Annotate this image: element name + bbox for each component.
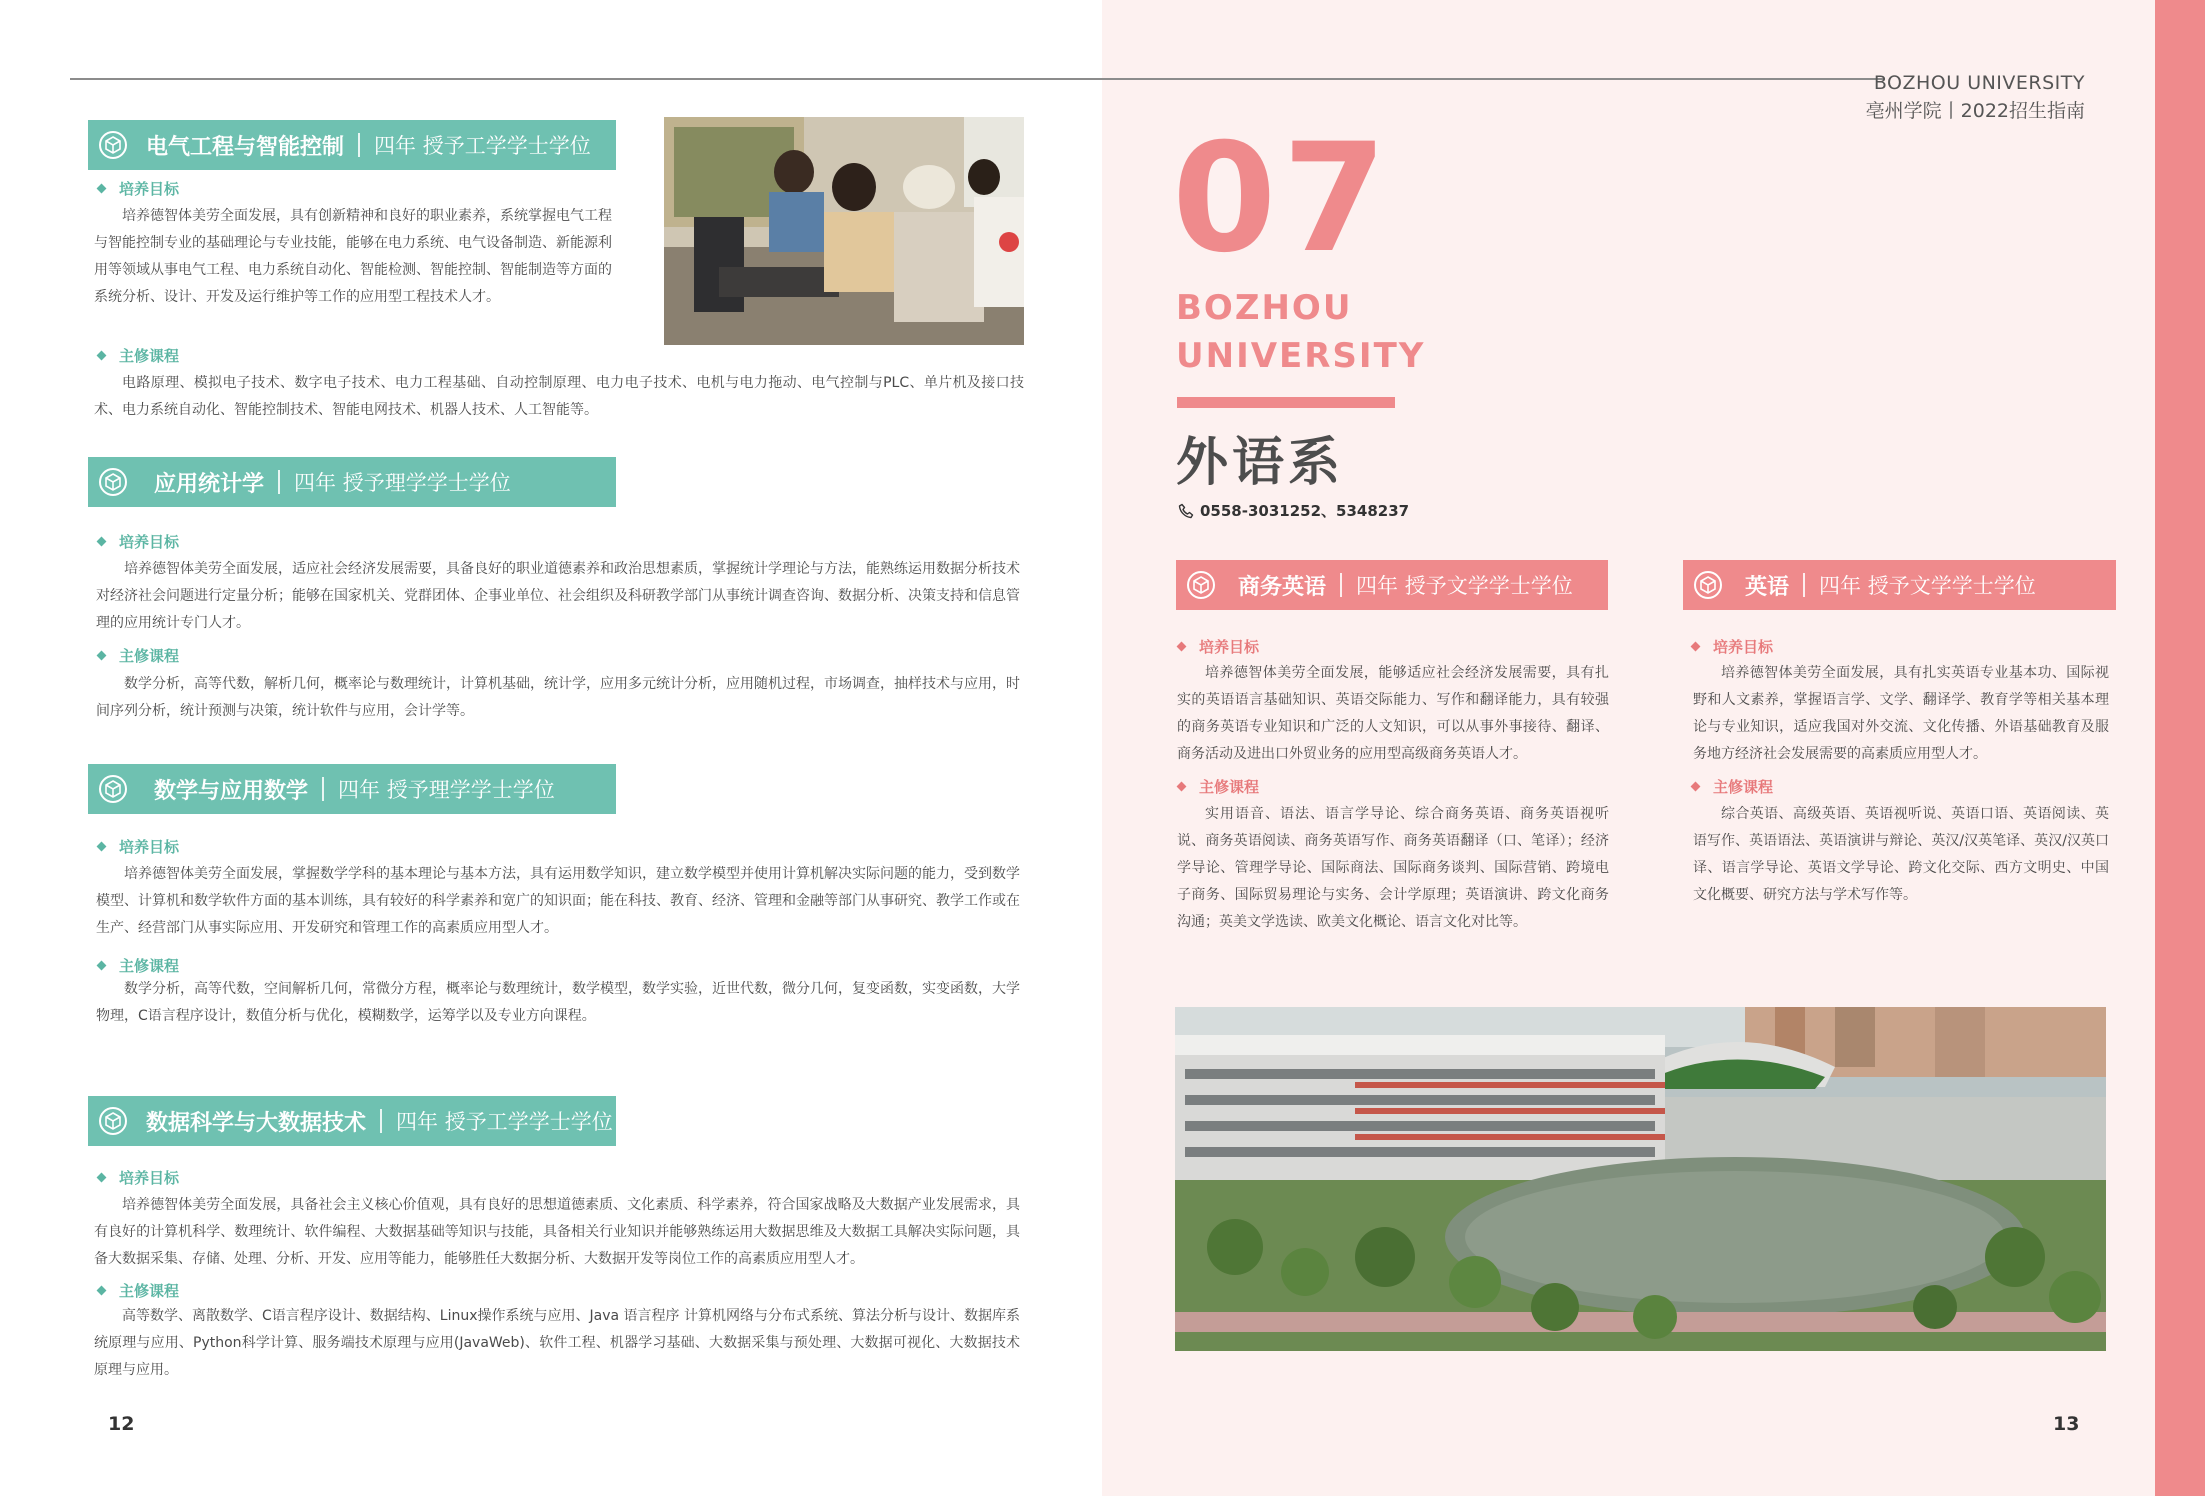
section-name: 数据科学与大数据技术: [146, 1110, 367, 1136]
campus-aerial-photo: [1175, 1007, 2106, 1351]
section-degree: 四年 授予理学学士学位: [338, 778, 555, 802]
goal-text: 培养德智体美劳全面发展，具有扎实英语专业基本功、国际视野和人文素养，掌握语言学、文学、翻译学、教育学等相关基本理论与专业知识，适应我国对外交流、文化传播、外语基础教育及服务地方经济社会发展需要的高素质应用型人才。: [1693, 665, 2109, 762]
course-text: 综合英语、高级英语、英语视听说、英语口语、英语阅读、英语写作、英语语法、英语演讲与辩论、英汉/汉英笔译、英汉/汉英口译、语言学导论、英语文学导论、跨文化交际、西方文明史、中国文化概要、研究方法与学术写作等。: [1693, 806, 2109, 903]
cube-icon: [98, 1106, 128, 1136]
title-underline: [1177, 397, 1395, 408]
goal-label: 培养目标: [98, 1167, 179, 1188]
section-bar-math: [88, 764, 616, 814]
cube-icon: [98, 130, 128, 160]
course-text: 高等数学、离散数学、C语言程序设计、数据结构、Linux操作系统与应用、Java 语言程序 计算机网络与分布式系统、算法分析与设计、数据库系统原理与应用、Python科学计算、服务端技术原理与应用(JavaWeb)、软件工程、机器学习基础、大数据采集与预处理、大数据可视化、大数据技术原理与应用。: [94, 1308, 1020, 1378]
diamond-icon: [97, 1173, 107, 1183]
cube-icon: [1693, 570, 1723, 600]
course-text: 数学分析，高等代数，解析几何，概率论与数理统计，计算机基础，统计学，应用多元统计分析，应用随机过程，市场调查，抽样技术与应用，时间序列分析，统计预测与决策，统计软件与应用，会计学等。: [96, 676, 1020, 719]
course-label: 主修课程: [98, 645, 179, 666]
header-university-en: BOZHOU UNIVERSITY: [1873, 72, 2085, 94]
divider: [278, 470, 280, 494]
right-edge-stripe: [2155, 0, 2205, 1496]
section-bar-bigdata: [88, 1096, 616, 1146]
section-bar-business-english: [1176, 560, 1608, 610]
section-name: 数学与应用数学: [154, 778, 309, 804]
course-label: 主修课程: [98, 345, 179, 366]
dept-en-line1: BOZHOU: [1176, 288, 1353, 328]
section-degree: 四年 授予工学学士学位: [396, 1110, 613, 1134]
cube-icon: [98, 774, 128, 804]
section-bar-english: [1683, 560, 2116, 610]
divider: [380, 1109, 382, 1133]
section-name: 应用统计学: [154, 471, 265, 497]
section-degree: 四年 授予工学学士学位: [374, 134, 591, 158]
page-number-left: 12: [108, 1413, 135, 1435]
dept-en-line2: UNIVERSITY: [1176, 336, 1426, 376]
header-subtitle: 亳州学院丨2022招生指南: [1865, 100, 2085, 122]
page-number-right: 13: [2053, 1413, 2080, 1435]
goal-label: 培养目标: [98, 178, 179, 199]
course-text: 电路原理、模拟电子技术、数字电子技术、电力工程基础、自动控制原理、电力电子技术、电机与电力拖动、电气控制与PLC、单片机及接口技术、电力系统自动化、智能控制技术、智能电网技术、机器人技术、人工智能等。: [94, 375, 1024, 418]
top-rule: [70, 78, 1885, 80]
section-name: 英语: [1745, 574, 1790, 600]
students-lab-photo: [664, 117, 1024, 345]
goal-label: 培养目标: [98, 836, 179, 857]
goal-text: 培养德智体美劳全面发展，能够适应社会经济发展需要，具有扎实的英语语言基础知识、英语交际能力、写作和翻译能力，具有较强的商务英语专业知识和广泛的人文知识，可以从事外事接待、翻译、商务活动及进出口外贸业务的应用型高级商务英语人才。: [1177, 665, 1609, 762]
diamond-icon: [1177, 642, 1187, 652]
section-degree: 四年 授予理学学士学位: [294, 471, 511, 495]
dept-number: 07: [1172, 112, 1393, 286]
course-label: 主修课程: [98, 955, 179, 976]
diamond-icon: [97, 1286, 107, 1296]
section-bar-electrical: [88, 120, 616, 170]
divider: [1340, 573, 1342, 597]
diamond-icon: [1691, 782, 1701, 792]
section-bar-statistics: [88, 457, 616, 507]
goal-text: 培养德智体美劳全面发展，具有创新精神和良好的职业素养，系统掌握电气工程与智能控制专业的基础理论与专业技能，能够在电力系统、电气设备制造、新能源利用等领域从事电气工程、电力系统自动化、智能检测、智能控制、智能制造等方面的系统分析、设计、开发及运行维护等工作的应用型工程技术人才。: [94, 208, 612, 305]
course-label: 主修课程: [98, 1280, 179, 1301]
divider: [322, 777, 324, 801]
dept-name: 外语系: [1176, 433, 1345, 493]
diamond-icon: [97, 961, 107, 971]
diamond-icon: [97, 651, 107, 661]
course-text: 实用语音、语法、语言学导论、综合商务英语、商务英语视听说、商务英语阅读、商务英语写作、商务英语翻译（口、笔译）；经济学导论、管理学导论、国际商法、国际商务谈判、国际营销、跨境电子商务、国际贸易理论与实务、会计学原理；英语演讲、跨文化商务沟通；英美文学选读、欧美文化概论、语言文化对比等。: [1177, 806, 1609, 930]
diamond-icon: [1177, 782, 1187, 792]
divider: [358, 133, 360, 157]
diamond-icon: [1691, 642, 1701, 652]
goal-label: 培养目标: [1178, 636, 1259, 657]
diamond-icon: [97, 537, 107, 547]
dept-phone: 0558-3031252、5348237: [1178, 500, 1409, 521]
section-degree: 四年 授予文学学士学位: [1819, 574, 2036, 598]
phone-icon: [1178, 503, 1194, 519]
course-label: 主修课程: [1178, 776, 1259, 797]
goal-text: 培养德智体美劳全面发展，掌握数学学科的基本理论与基本方法，具有运用数学知识，建立数学模型并使用计算机解决实际问题的能力，受到数学模型、计算机和数学软件方面的基本训练，具有较好的科学素养和宽广的知识面；能在科技、教育、经济、管理和金融等部门从事研究、教学工作或在生产、经营部门从事实际应用、开发研究和管理工作的高素质应用型人才。: [96, 866, 1020, 936]
diamond-icon: [97, 351, 107, 361]
goal-label: 培养目标: [1692, 636, 1773, 657]
section-degree: 四年 授予文学学士学位: [1356, 574, 1573, 598]
section-name: 商务英语: [1238, 574, 1327, 600]
course-text: 数学分析，高等代数，空间解析几何，常微分方程，概率论与数理统计，数学模型，数学实验，近世代数，微分几何，复变函数，实变函数，大学物理，C语言程序设计，数值分析与优化，模糊数学，运筹学以及专业方向课程。: [96, 981, 1020, 1024]
diamond-icon: [97, 184, 107, 194]
goal-label: 培养目标: [98, 531, 179, 552]
cube-icon: [1186, 570, 1216, 600]
course-label: 主修课程: [1692, 776, 1773, 797]
divider: [1803, 573, 1805, 597]
goal-text: 培养德智体美劳全面发展，适应社会经济发展需要，具备良好的职业道德素养和政治思想素质，掌握统计学理论与方法，能熟练运用数据分析技术对经济社会问题进行定量分析；能够在国家机关、党群团体、企事业单位、社会组织及科研教学部门从事统计调查咨询、数据分析、决策支持和信息管理的应用统计专门人才。: [96, 561, 1020, 631]
cube-icon: [98, 467, 128, 497]
diamond-icon: [97, 842, 107, 852]
section-name: 电气工程与智能控制: [146, 134, 345, 160]
goal-text: 培养德智体美劳全面发展，具备社会主义核心价值观，具有良好的思想道德素质、文化素质、科学素养，符合国家战略及大数据产业发展需求，具有良好的计算机科学、数理统计、软件编程、大数据基础等知识与技能，具备相关行业知识并能够熟练运用大数据思维及大数据工具解决实际问题，具备大数据采集、存储、处理、分析、开发、应用等能力，能够胜任大数据分析、大数据开发等岗位工作的高素质应用型人才。: [94, 1197, 1020, 1267]
